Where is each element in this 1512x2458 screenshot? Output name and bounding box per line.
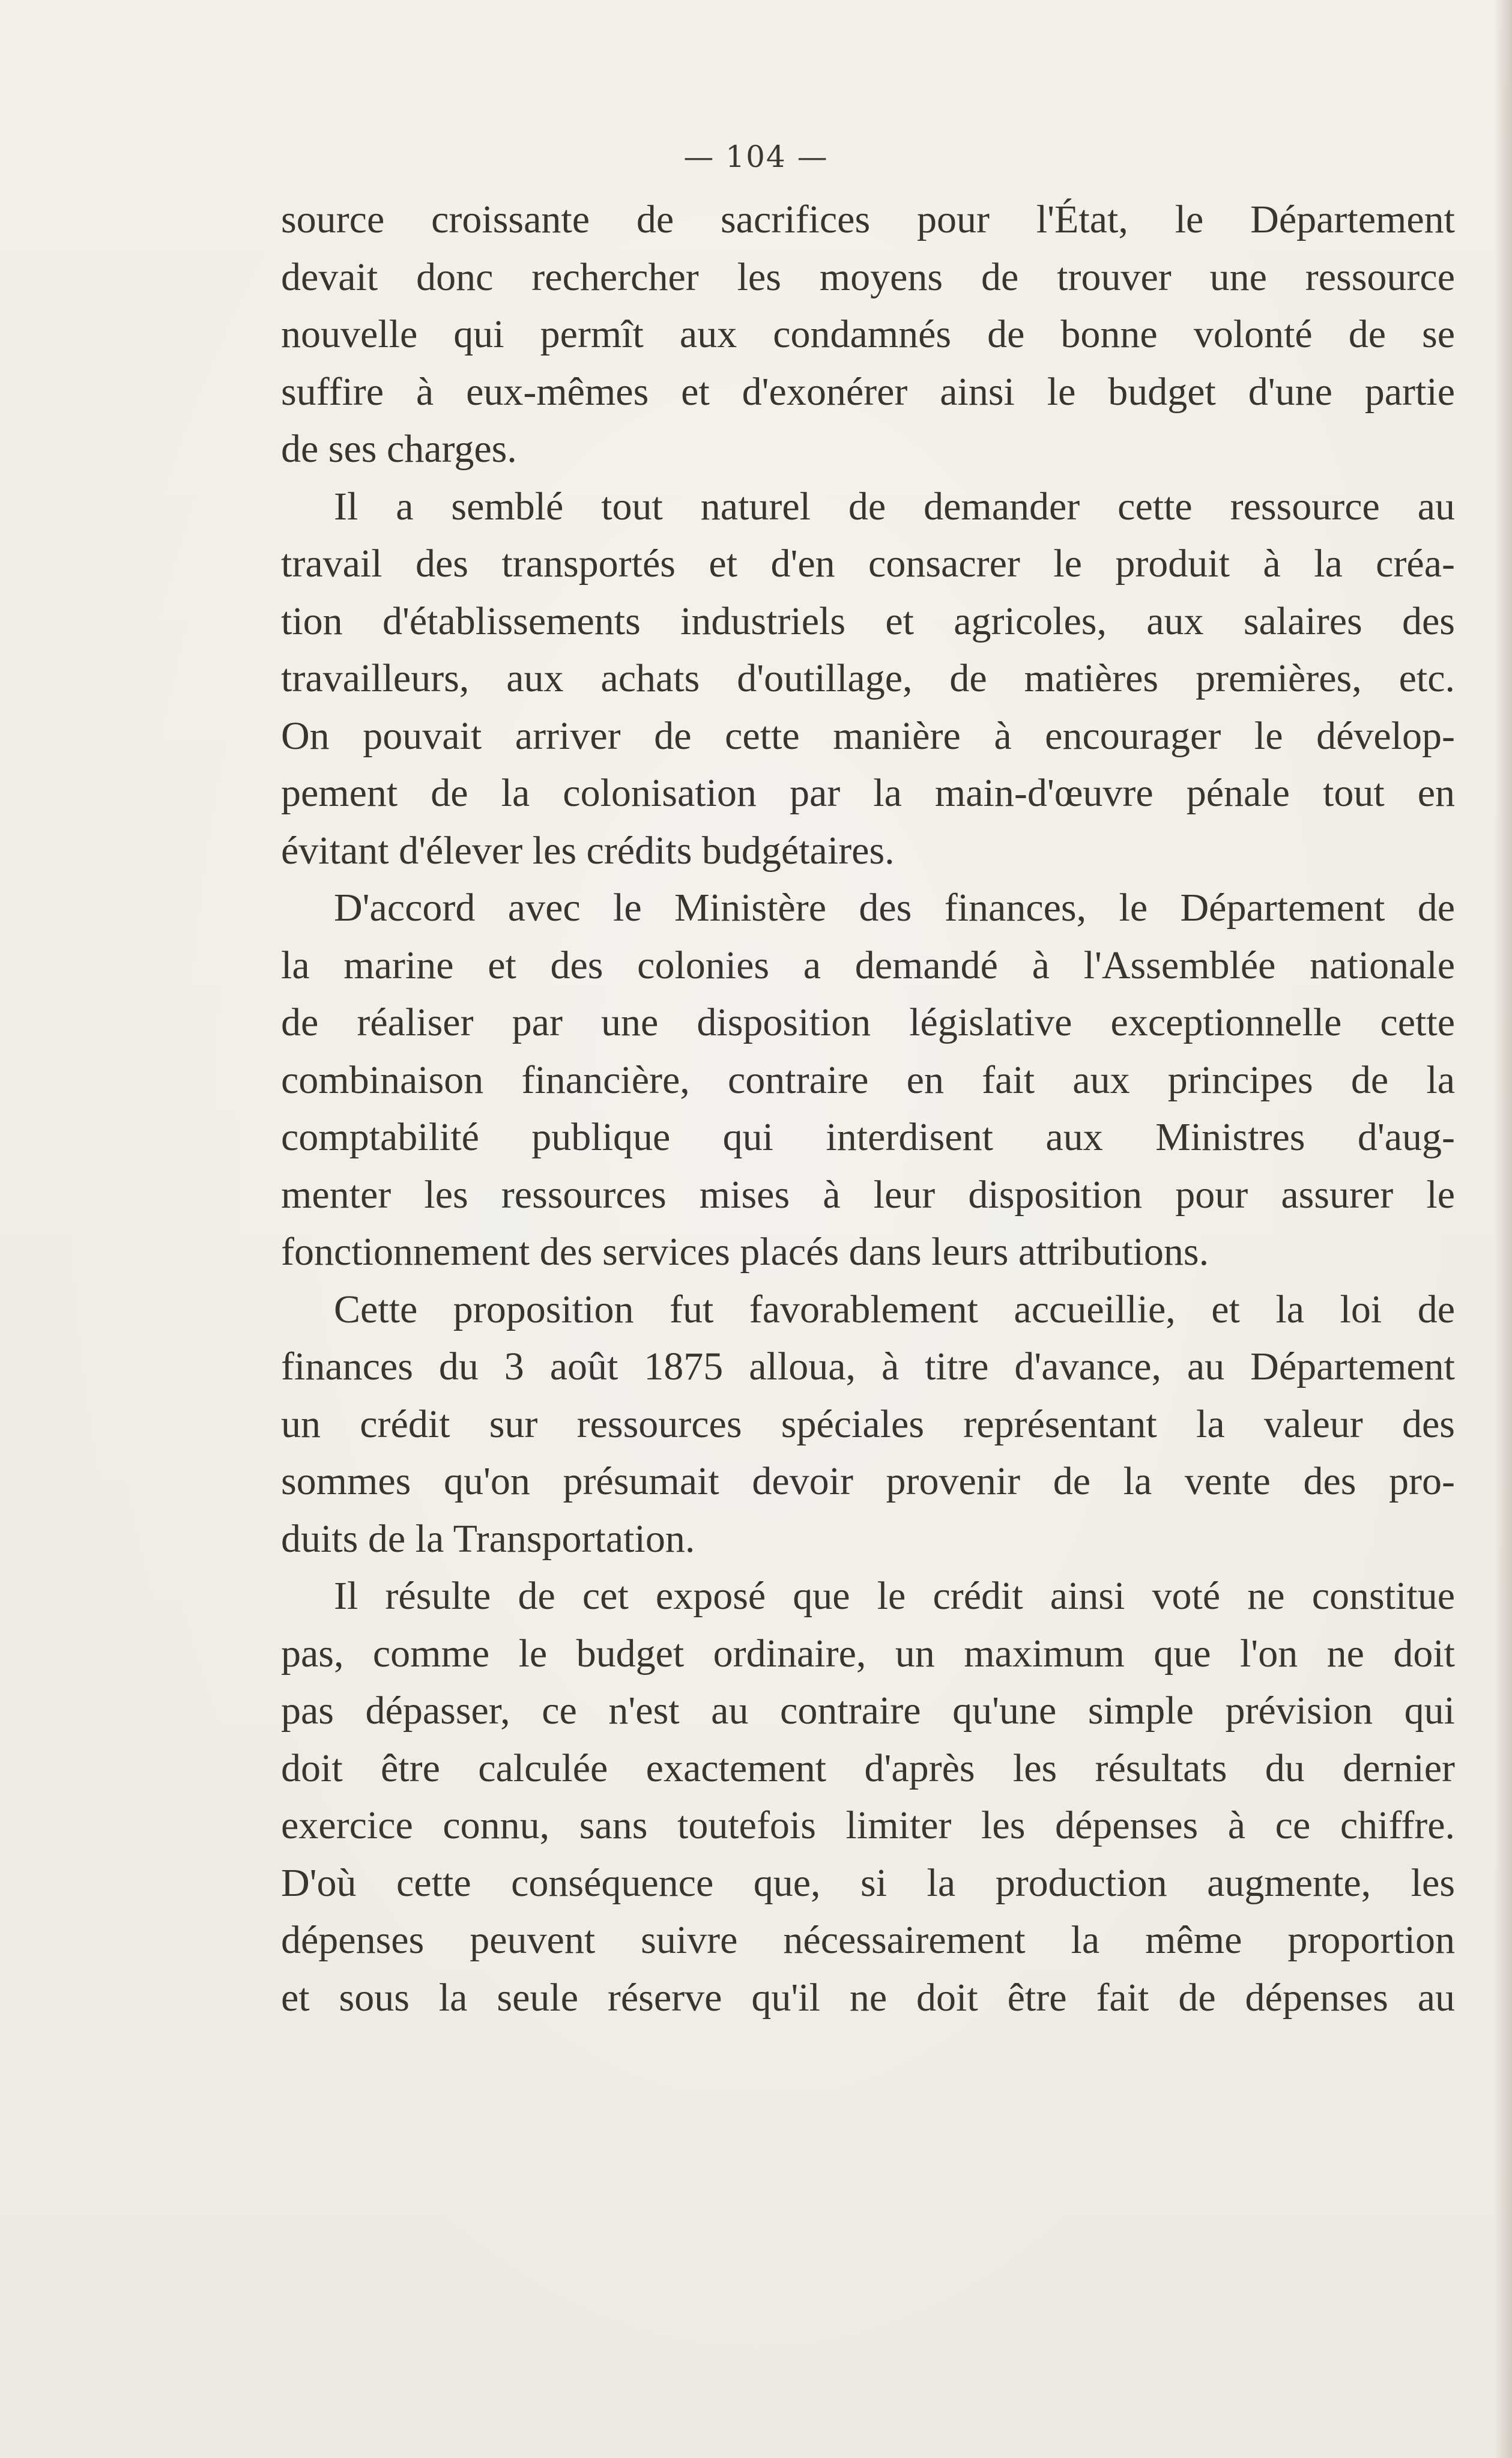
text-line: un crédit sur ressources spéciales représentant la valeur des [281,1402,1455,1446]
text-line: pas dépasser, ce n'est au contraire qu'une simple prévision qui [281,1689,1455,1733]
text-line: évitant d'élever les crédits budgétaires. [281,828,895,873]
text-line: tion d'établissements industriels et agricoles, aux salaires des [281,599,1455,643]
text-line: D'où cette conséquence que, si la production augmente, les [281,1860,1455,1905]
text-line: doit être calculée exactement d'après les résultats du dernier [281,1746,1455,1790]
text-line: combinaison financière, contraire en fait aux principes de la [281,1058,1455,1102]
text-line: duits de la Transportation. [281,1516,695,1561]
text-line: de réaliser par une disposition législative exceptionnelle cette [281,1000,1455,1044]
page-number: — 104 — [683,139,829,174]
text-line: Il a semblé tout naturel de demander cette ressource au [334,484,1455,528]
page-edge-shadow [1494,0,1512,2458]
text-line: comptabilité publique qui interdisent aux Ministres d'aug- [281,1115,1455,1159]
text-line: sommes qu'on présumait devoir provenir de la vente des pro- [281,1459,1455,1503]
text-line: D'accord avec le Ministère des finances, le Département de [334,886,1455,930]
text-line: pement de la colonisation par la main-d'œuvre pénale tout en [281,771,1455,815]
text-line: menter les ressources mises à leur disposition pour assurer le [281,1172,1455,1217]
text-line: Cette proposition fut favorablement accueillie, et la loi de [334,1287,1455,1331]
text-line: travailleurs, aux achats d'outillage, de matières premières, etc. [281,656,1455,700]
text-line: travail des transportés et d'en consacrer le produit à la créa- [281,542,1455,586]
text-line: On pouvait arriver de cette manière à encourager le dévelop- [281,713,1455,758]
text-line: la marine et des colonies a demandé à l'Assemblée nationale [281,943,1455,987]
text-line: et sous la seule réserve qu'il ne doit être fait de dépenses au [281,1975,1455,2020]
text-line: de ses charges. [281,427,517,471]
text-line: dépenses peuvent suivre nécessairement la même proportion [281,1918,1455,1962]
text-line: devait donc rechercher les moyens de trouver une ressource [281,255,1455,299]
text-line: Il résulte de cet exposé que le crédit ainsi voté ne constitue [334,1574,1455,1618]
text-line: exercice connu, sans toutefois limiter les dépenses à ce chiffre. [281,1803,1455,1847]
text-line: pas, comme le budget ordinaire, un maximum que l'on ne doit [281,1631,1455,1675]
text-line: nouvelle qui permît aux condamnés de bonne volonté de se [281,312,1455,356]
text-line: source croissante de sacrifices pour l'État, le Département [281,198,1455,241]
body-text [281,191,1455,2026]
text-line: fonctionnement des services placés dans leurs attributions. [281,1230,1209,1274]
text-line: suffire à eux-mêmes et d'exonérer ainsi le budget d'une partie [281,369,1455,414]
text-line: finances du 3 août 1875 alloua, à titre d'avance, au Département [281,1345,1455,1388]
